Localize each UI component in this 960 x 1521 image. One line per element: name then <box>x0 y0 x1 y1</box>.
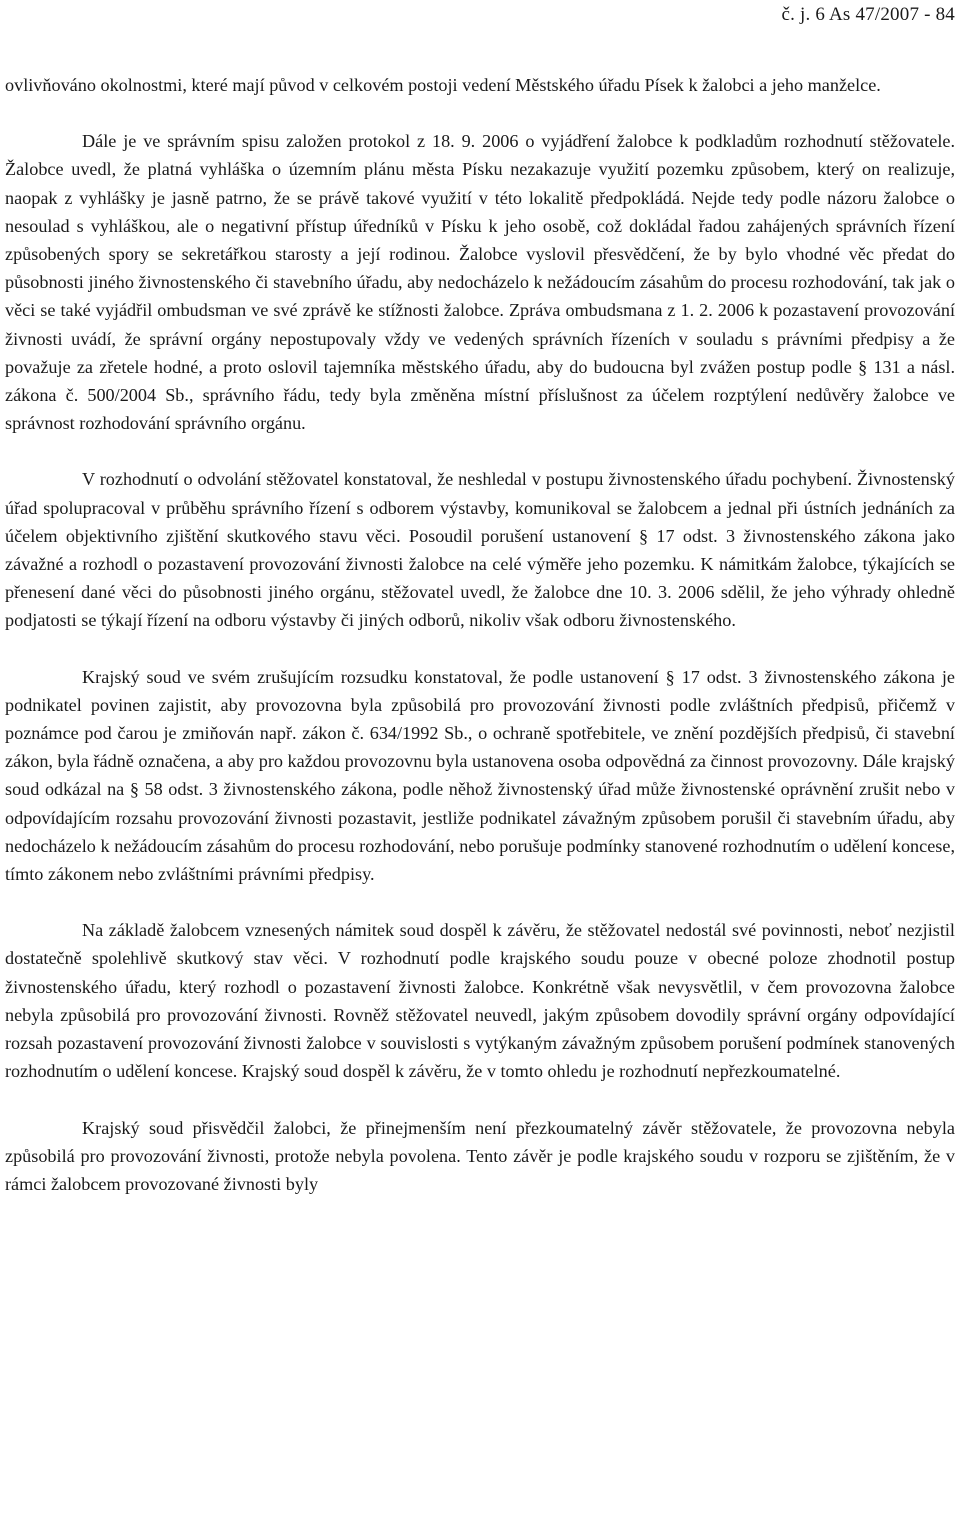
paragraph: Krajský soud přisvědčil žalobci, že přinejmenším není přezkoumatelný závěr stěžovatele, že provozovna nebyla způsobilá pro provozování živnosti, protože nebyla povolena. Tento závěr je podle krajského soudu v rozporu se zjištěním, že v rámci žalobcem provozované živnosti byly <box>5 1117 955 1194</box>
document-page <box>5 0 955 1521</box>
paragraph: Na základě žalobcem vznesených námitek soud dospěl k závěru, že stěžovatel nedostál své povinnosti, neboť nezjistil dostatečně spolehlivě skutkový stav věci. V rozhodnutí podle krajského soudu pouze v obecné poloze zhodnotil postup živnostenského úřadu, který rozhodl o pozastavení živnosti žalobce. Konkrétně však nevysvětlil, v čem provozovna žalobce nebyla způsobilá pro provozování živnosti. Rovněž stěžovatel neuvedl, jakým způsobem dovodily správní orgány odpovídající rozsah pozastavení provozování živnosti žalobce v souvislosti s vytýkaným závažným způsobem porušení podmínek stanovených rozhodnutím o udělení koncese. Krajský soud dospěl k závěru, že v tomto ohledu je rozhodnutí nepřezkoumatelné. <box>5 920 955 1082</box>
paragraph: V rozhodnutí o odvolání stěžovatel konstatoval, že neshledal v postupu živnostenského úřadu pochybení. Živnostenský úřad spolupracoval v průběhu správního řízení s odborem výstavby, komunikoval se žalobcem a jednal při ústních jednáních za účelem objektivního zjištění skutkového stavu věci. Posoudil porušení ustanovení § 17 odst. 3 živnostenského zákona jako závažné a rozhodl o pozastavení provozování živnosti žalobce na celé výměře jeho pozemku. K námitkám žalobce, týkajících se přenesení dané věci do působnosti jiného orgánu, stěžovatel uvedl, že žalobce dne 10. 3. 2006 sdělil, že jeho výhrady ohledně podjatosti se týkají řízení na odboru výstavby či jiných odborů, nikoliv však odboru živnostenského. <box>5 469 955 631</box>
paragraph: Dále je ve správním spisu založen protokol z 18. 9. 2006 o vyjádření žalobce k podkladům rozhodnutí stěžovatele. Žalobce uvedl, že platná vyhláška o územním plánu města Písku nezakazuje využití pozemku způsobem, který on realizuje, naopak z vyhlášky je jasně patrno, že se právě takové využití v této lokalitě předpokládá. Nejde tedy podle názoru žalobce o nesoulad s vyhláškou, ale o negativní přístup úředníků v Písku k jeho osobě, což dokládal řadou zahájených správních řízení způsobených spory se sekretářkou starosty a její rodinou. Žalobce vyslovil přesvědčení, že by bylo vhodné věc předat do působnosti jiného živnostenského či stavebního úřadu, aby nedocházelo k nežádoucím zásahům do procesu rozhodování, tak jak o věci se také vyjádřil ombudsman ve své zprávě ke stížnosti žalobce. Zpráva ombudsmana z 1. 2. 2006 k pozastavení provozování živnosti uvádí, že správní orgány nepostupovaly vždy ve vedených správních řízeních v souladu s právními předpisy a že považuje za zřetele hodné, a proto oslovil tajemníka městského úřadu, aby do budoucna byl zvážen postup podle § 131 a násl. zákona č. 500/2004 Sb., správního řádu, tedy byla změněna místní příslušnost za účelem rozptýlení nedůvěry žalobce ve správnost rozhodování správního orgánu. <box>5 131 955 434</box>
case-reference: č. j. 6 As 47/2007 - 84 <box>781 4 955 25</box>
document-body <box>5 71 955 1198</box>
paragraph: Krajský soud ve svém zrušujícím rozsudku konstatoval, že podle ustanovení § 17 odst. 3 živnostenského zákona je podnikatel povinen zajistit, aby provozovna byla způsobilá pro provozování živnosti podle zvláštních předpisů, přičemž v poznámce pod čarou je zmiňován např. zákon č. 634/1992 Sb., o ochraně spotřebitele, ve znění pozdějších předpisů, či stavební zákon, byla řádně označena, a aby pro každou provozovnu byla ustanovena osoba odpovědná za činnost provozovny. Dále krajský soud odkázal na § 58 odst. 3 živnostenského zákona, podle něhož živnostenský úřad může živnostenské oprávnění zrušit nebo v odpovídajícím rozsahu provozování živnosti pozastavit, jestliže podnikatel závažným způsobem porušil či stavebním úřadu, aby nedocházelo k nežádoucím zásahům do procesu rozhodování, nebo porušuje podmínky stanovené rozhodnutím o udělení koncese, tímto zákonem nebo zvláštními právními předpisy. <box>5 666 955 885</box>
paragraph: ovlivňováno okolnostmi, které mají původ v celkovém postoji vedení Městského úřadu Písek k žalobci a jeho manželce. <box>5 75 881 95</box>
